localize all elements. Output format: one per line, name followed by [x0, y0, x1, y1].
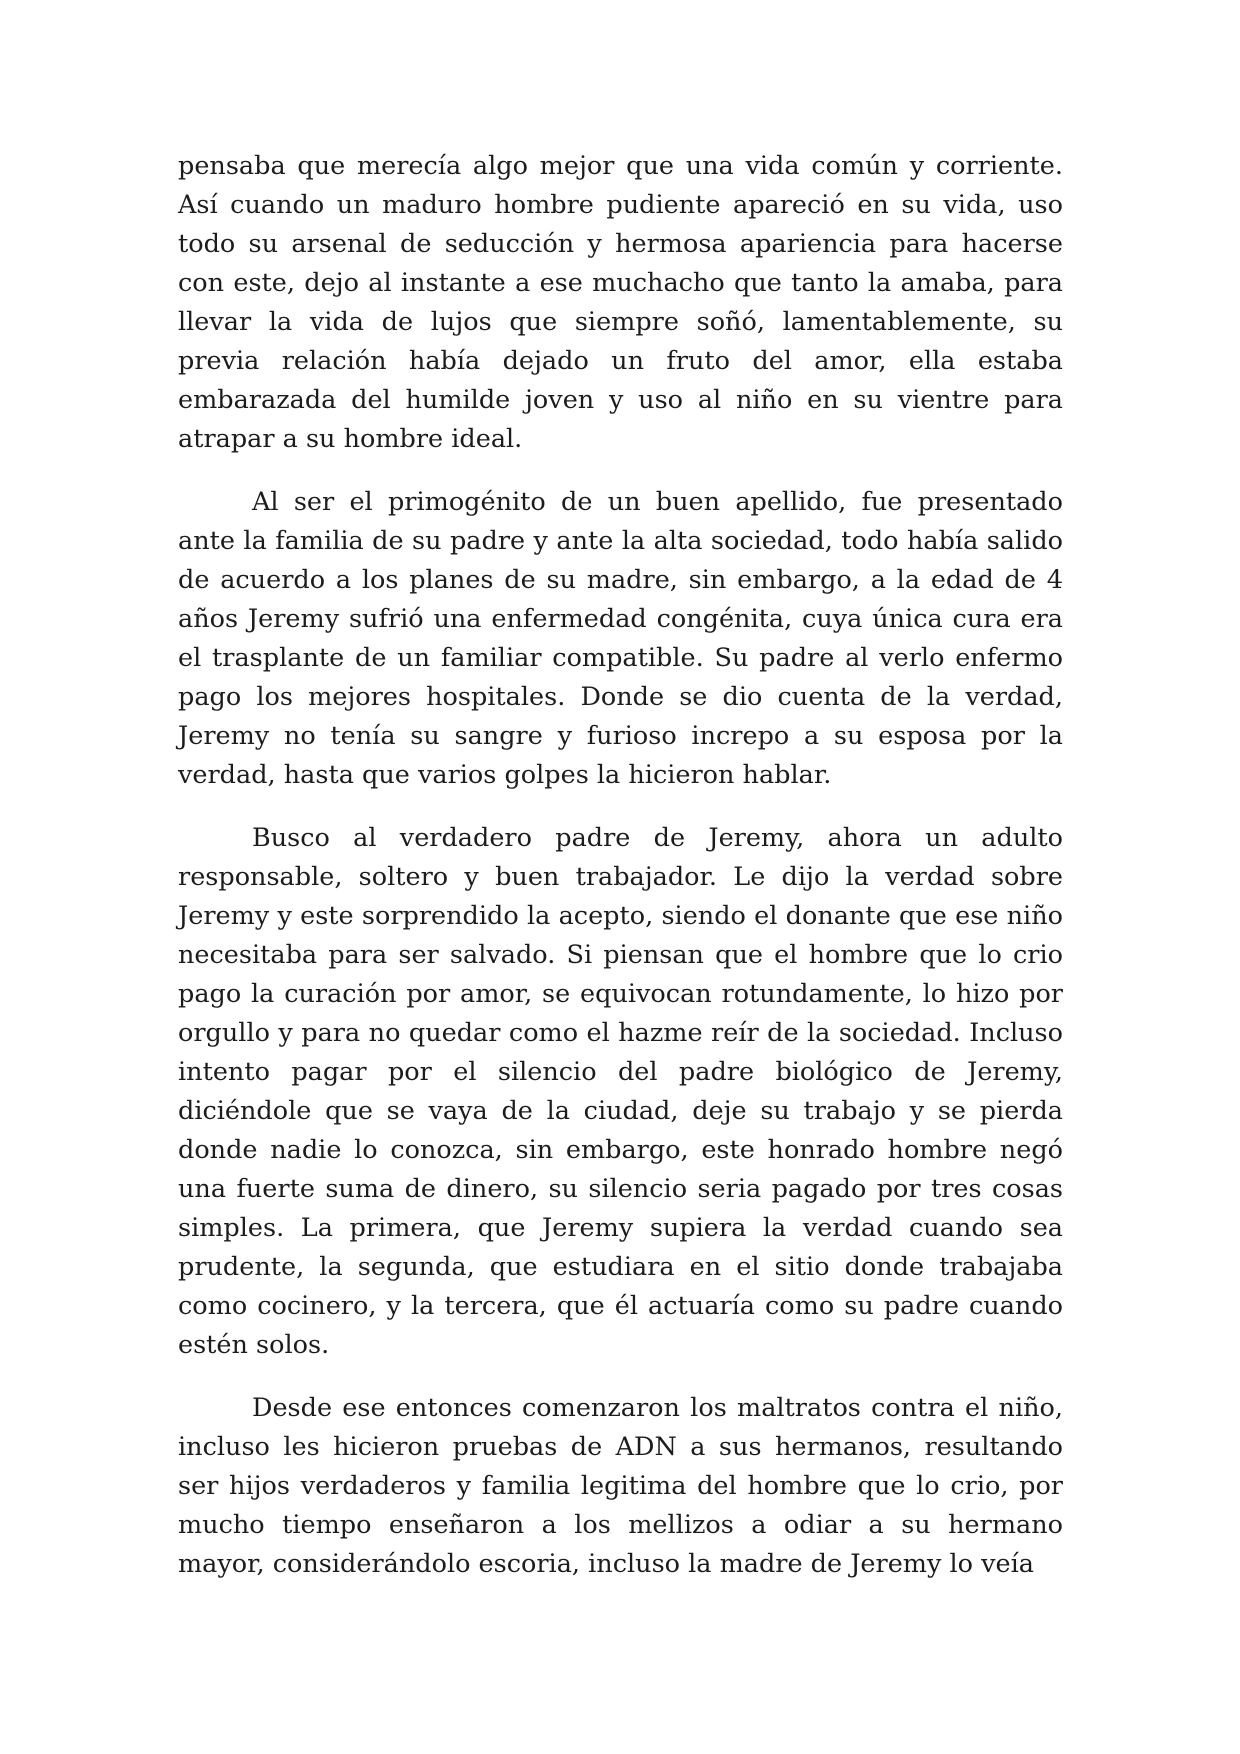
paragraph-biological-father: Busco al verdadero padre de Jeremy, ahora un adulto responsable, soltero y buen trabajador. Le dijo la verdad sobre Jeremy y este sorprendido la acepto, siendo el donante que ese niño necesitaba para ser salvado. Si piensan que el hombre que lo crio pago la curación por amor, se equivocan rotundamente, lo hizo por orgullo y para no quedar como el hazme reír de la sociedad. Incluso intento pagar por el silencio del padre biológico de Jeremy, diciéndole que se vaya de la ciudad, deje su trabajo y se pierda donde nadie lo conozca, sin embargo, este honrado hombre negó una fuerte suma de dinero, su silencio seria pagado por tres cosas simples. La primera, que Jeremy supiera la verdad cuando sea prudente, la segunda, que estudiara en el sitio donde trabajaba como cocinero, y la tercera, que él actuaría como su padre cuando estén solos.	[178, 823, 1063, 1360]
paragraph-continuation: pensaba que merecía algo mejor que una vida común y corriente. Así cuando un maduro hombre pudiente apareció en su vida, uso todo su arsenal de seducción y hermosa apariencia para hacerse con este, dejo al instante a ese muchacho que tanto la amaba, para llevar la vida de lujos que siempre soñó, lamentablemente, su previa relación había dejado un fruto del amor, ella estaba embarazada del humilde joven y uso al niño en su vientre para atrapar a su hombre ideal.	[178, 151, 1063, 454]
document-body	[178, 147, 1063, 1584]
paragraph-firstborn: Al ser el primogénito de un buen apellido, fue presentado ante la familia de su padre y ante la alta sociedad, todo había salido de acuerdo a los planes de su madre, sin embargo, a la edad de 4 años Jeremy sufrió una enfermedad congénita, cuya única cura era el trasplante de un familiar compatible. Su padre al verlo enfermo pago los mejores hospitales. Donde se dio cuenta de la verdad, Jeremy no tenía su sangre y furioso increpo a su esposa por la verdad, hasta que varios golpes la hicieron hablar.	[178, 487, 1063, 790]
paragraph-mistreatment: Desde ese entonces comenzaron los maltratos contra el niño, incluso les hicieron pruebas de ADN a sus hermanos, resultando ser hijos verdaderos y familia legitima del hombre que lo crio, por mucho tiempo enseñaron a los mellizos a odiar a su hermano mayor, considerándolo escoria, incluso la madre de Jeremy lo veía	[178, 1393, 1063, 1579]
